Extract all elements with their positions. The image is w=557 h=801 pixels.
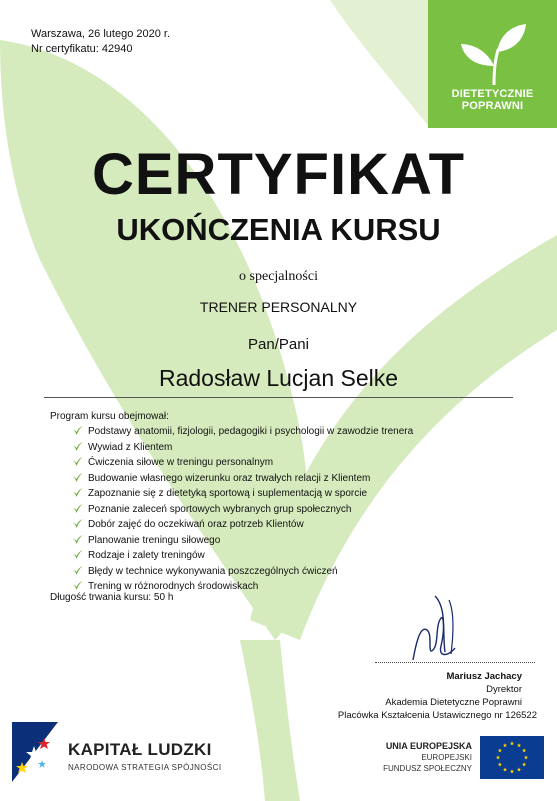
brand-logo [428, 0, 557, 128]
check-icon [72, 425, 83, 436]
program-item-text: Rodzaje i zalety treningów [88, 550, 205, 561]
program-item-text: Podstawy anatomii, fizjologii, pedagogiki i psychologii w zawodzie trenera [88, 426, 414, 437]
program-item [72, 424, 413, 440]
signer-organization: Akademia Dietetyczne Poprawni [385, 697, 522, 708]
kapital-ludzki-subtitle: NARODOWA STRATEGIA SPÓJNOŚCI [68, 763, 222, 772]
program-item-text: Planowanie treningu siłowego [88, 534, 221, 546]
check-icon [72, 503, 83, 514]
kapital-ludzki-logo [12, 722, 58, 782]
program-item [72, 486, 413, 502]
specialty-name: TRENER PERSONALNY [199, 299, 358, 315]
program-title: Program kursu obejmował: [50, 411, 169, 422]
signature-line [375, 662, 535, 663]
eu-fund-line1: EUROPEJSKI [421, 753, 472, 762]
program-item [72, 548, 413, 564]
recipient-name: Radosław Lucjan Selke [158, 365, 399, 391]
program-item-text: Poznanie zaleceń sportowych wybranych grup społecznych [88, 503, 352, 515]
issue-date: Warszawa, 26 lutego 2020 r. [31, 28, 171, 40]
name-underline [44, 397, 513, 398]
specialty-label: o specjalności [239, 269, 318, 284]
check-icon [72, 487, 83, 498]
eu-flag-icon [480, 736, 544, 779]
check-icon [72, 534, 83, 545]
program-item-text: Dobór zajęć do oczekiwań oraz potrzeb Klientów [88, 519, 304, 530]
program-item-text: Ćwiczenia siłowe w treningu personalnym [88, 457, 274, 468]
check-icon [72, 580, 83, 591]
program-item [72, 440, 413, 456]
signer-name: Mariusz Jachacy [446, 671, 522, 682]
program-item [72, 533, 413, 549]
salutation: Pan/Pani [248, 336, 309, 353]
logo-text-line2: POPRAWNI [461, 100, 524, 112]
program-item-text: Trening w różnorodnych środowiskach [88, 581, 259, 592]
program-item [72, 471, 413, 487]
program-item [72, 517, 413, 533]
eu-label: UNIA EUROPEJSKA [385, 741, 472, 751]
program-item-text: Budowanie własnego wizerunku oraz trwałych relacji z Klientem [88, 472, 371, 484]
program-list [72, 424, 413, 595]
check-icon [72, 456, 83, 467]
program-item-text: Zapoznanie się z dietetyką sportową i suplementacją w sporcie [88, 488, 368, 499]
certificate-subtitle: UKOŃCZENIA KURSU [116, 212, 441, 247]
kapital-ludzki-title: KAPITAŁ LUDZKI [68, 740, 212, 759]
program-item-text: Błędy w technice wykonywania poszczególnych ćwiczeń [88, 565, 338, 577]
check-icon [72, 565, 83, 576]
program-item [72, 564, 413, 580]
sprout-icon [458, 20, 528, 85]
program-item [72, 502, 413, 518]
logo-text-line1: DIETETYCZNIE [451, 88, 534, 100]
check-icon [72, 441, 83, 452]
check-icon [72, 518, 83, 529]
signer-role: Dyrektor [486, 684, 522, 695]
check-icon [72, 549, 83, 560]
course-duration: Długość trwania kursu: 50 h [50, 592, 174, 603]
signer-institution-number: Placówka Kształcenia Ustawicznego nr 126522 [337, 710, 537, 721]
check-icon [72, 472, 83, 483]
eu-fund-line2: FUNDUSZ SPOŁECZNY [383, 764, 472, 773]
certificate-title: CERTYFIKAT [91, 142, 465, 207]
program-item-text: Wywiad z Klientem [88, 441, 173, 453]
certificate-number: Nr certyfikatu: 42940 [31, 43, 133, 55]
program-item [72, 455, 413, 471]
signature-image [405, 590, 495, 662]
